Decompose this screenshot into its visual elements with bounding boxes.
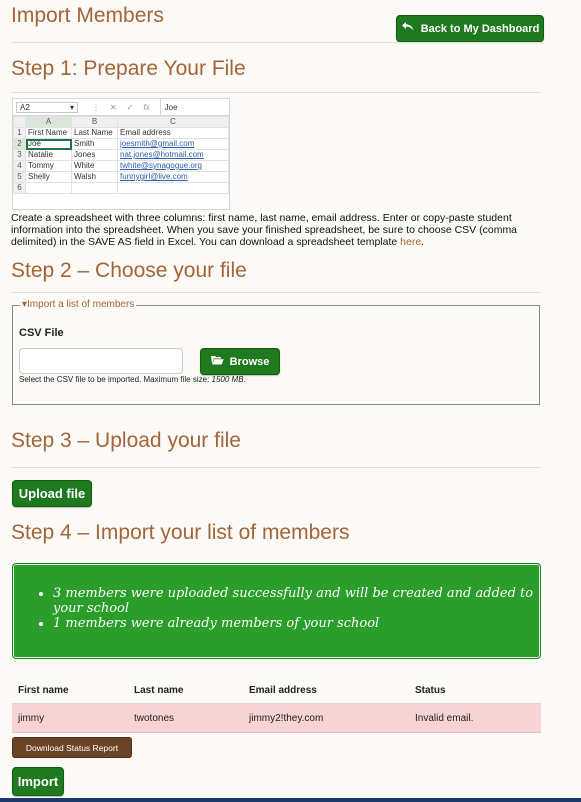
name-box: [16, 102, 78, 113]
alert-message: • 3 members were uploaded successfully and will be created and added to your school: [53, 586, 540, 616]
download-status-report-button[interactable]: Download Status Report: [12, 737, 132, 758]
max-file-size: 1500 MB.: [211, 375, 246, 384]
page-title: Import Members: [11, 4, 164, 27]
import-status-table: [12, 677, 541, 733]
step1-description: [11, 212, 531, 248]
dropdown-icon: ▾: [69, 102, 74, 112]
upload-file-button[interactable]: Upload file: [12, 480, 92, 507]
table-cell: jimmy2!they.com: [243, 704, 409, 733]
function-icon: fx: [143, 102, 150, 112]
divider: [11, 42, 541, 43]
cell-reference: A2: [20, 102, 30, 112]
formula-icons: [92, 103, 150, 112]
description-end: .: [421, 236, 425, 248]
step3-heading: Step 3 – Upload your file: [11, 429, 241, 452]
column-header: Status: [409, 677, 541, 704]
csv-file-input[interactable]: [19, 348, 183, 374]
spreadsheet-example-image: [12, 98, 230, 210]
step1-heading: Step 1: Prepare Your File: [11, 57, 246, 80]
column-header: Last name: [128, 677, 243, 704]
formula-value: Joe: [160, 99, 229, 115]
sheet-row: 4 Tommy White twhite@synagogue.org: [14, 161, 229, 172]
step4-heading: Step 4 – Import your list of members: [11, 521, 350, 544]
back-button-label: Back to My Dashboard: [420, 22, 540, 35]
template-download-link[interactable]: here: [400, 236, 422, 248]
browse-button[interactable]: [200, 348, 280, 375]
alert-message: • 1 members were already members of your school: [53, 616, 540, 631]
divider: [11, 92, 541, 93]
col-header: A: [26, 117, 72, 128]
sheet-col-headers: [14, 117, 229, 128]
collapse-caret-icon: ▾: [22, 299, 28, 310]
file-size-hint: [19, 375, 246, 384]
bottom-border: [0, 798, 581, 802]
table-cell: Invalid email.: [409, 704, 541, 733]
divider: [11, 467, 541, 468]
csv-file-label: CSV File: [19, 327, 64, 339]
fieldset-legend[interactable]: [20, 299, 136, 310]
back-to-dashboard-button[interactable]: [396, 15, 544, 42]
column-header: First name: [12, 677, 128, 704]
success-alert: [12, 563, 541, 659]
col-header: B: [72, 117, 118, 128]
alert-message-list: [13, 586, 540, 631]
sheet-row: 5 Shelly Walsh funnygirl@live.com: [14, 172, 229, 183]
import-button[interactable]: Import: [12, 767, 64, 796]
folder-open-icon: [211, 355, 224, 368]
sheet-row: 1 First Name Last Name Email address: [14, 128, 229, 139]
formula-bar: [13, 99, 229, 116]
browse-label: Browse: [229, 355, 270, 368]
divider: [11, 292, 541, 293]
undo-icon: [401, 21, 415, 36]
cancel-icon: ✕: [110, 102, 117, 112]
hint-text: Select the CSV file to be imported. Maximum file size:: [19, 375, 212, 384]
sheet-grid: [13, 116, 229, 194]
table-row: [12, 704, 541, 733]
column-header: Email address: [243, 677, 409, 704]
table-cell: jimmy: [12, 704, 128, 733]
sheet-row: 3 Natalie Jones nat.jones@hotmail.com: [14, 150, 229, 161]
check-icon: ✓: [126, 102, 134, 112]
step2-heading: Step 2 – Choose your file: [11, 259, 247, 282]
description-text: Create a spreadsheet with three columns: first name, last name, email address. Enter or copy-paste student information into the spreadsheet. When you save your finished spreadsheet, be sure to choose CSV (comma delimited) in the SAVE AS field in Excel. You can download a spreadsheet template: [11, 212, 518, 248]
sheet-row: 2 Joe Smith joesmith@gmail.com: [14, 139, 229, 150]
legend-label: Import a list of members: [27, 299, 135, 310]
table-cell: twotones: [128, 704, 243, 733]
sheet-row: 6: [14, 183, 229, 194]
more-icon: ⋮: [92, 102, 100, 112]
col-header: C: [118, 117, 229, 128]
table-header-row: [12, 677, 541, 704]
